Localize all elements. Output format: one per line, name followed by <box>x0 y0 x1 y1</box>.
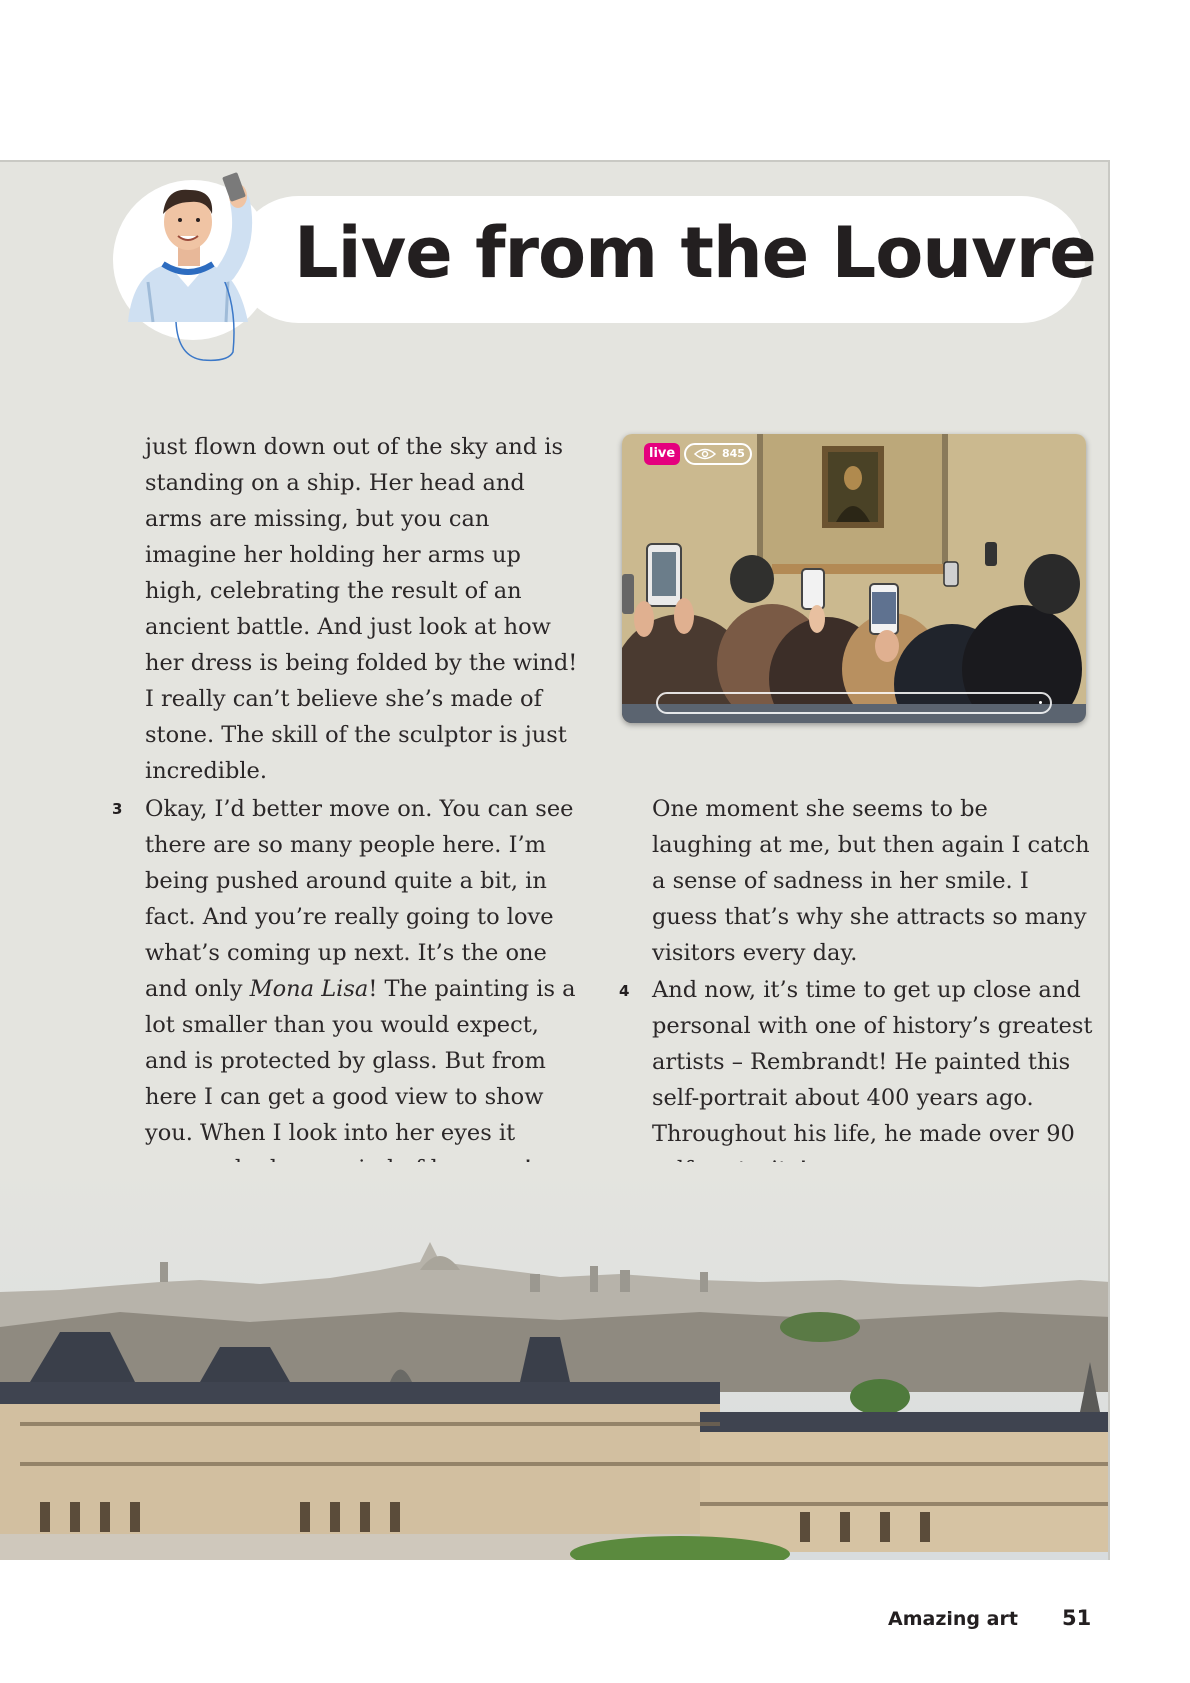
live-badge: live <box>644 443 680 465</box>
louvre-panorama-photo <box>0 1162 1110 1560</box>
presenter-photo <box>113 180 273 340</box>
mona-lisa-crowd-photo <box>622 434 1086 723</box>
footer-section-title: Amazing art <box>888 1608 1018 1630</box>
comment-bar <box>656 692 1052 714</box>
live-stream-photo <box>622 434 1086 723</box>
intro-text: just flown down out of the sky and is standing on a ship. Her head and arms are missing, but you can imagine her holding her arms up high, celebrating the result of an ancient battle. And just look at how her dress is being folded by the wind! I really can’t believe she’s made of stone. The skill of the sculptor is just incredible. <box>145 434 578 784</box>
mona-lisa-title: Mona Lisa <box>249 976 369 1002</box>
paragraph-3 <box>145 791 585 1187</box>
more-options-icon <box>1039 701 1042 704</box>
eye-icon <box>694 448 716 460</box>
paragraph-3-text-a: Okay, I’d better move on. You can see there are so many people here. I’m being pushed around quite a bit, in fact. And you’re really going to love what’s coming up next. It’s the one and only <box>145 796 574 1002</box>
paragraph-3-text <box>145 791 585 1187</box>
page-number: 51 <box>1062 1606 1092 1630</box>
paragraph-number-4: 4 <box>619 982 630 1000</box>
selfie-boy-illustration <box>108 162 278 362</box>
content-panel <box>0 160 1110 1560</box>
paragraph-3-text-b: ! The painting is a lot smaller than you would expect, and is protected by glass. But from here I can get a good view to show you. When I look into her eyes it <box>145 976 576 1146</box>
paragraph-3-continued-text: One moment she seems to be laughing at me, but then again I catch a sense of sadness in her smile. I guess that’s why she attracts so many visitors every day. <box>652 796 1090 966</box>
viewer-count-pill <box>684 443 752 465</box>
paragraph-4-text: And now, it’s time to get up close and personal with one of history’s greatest artists – Rembrandt! He painted this self-portrait about 400 years ago. Throughout his life, he made over 90 <box>652 977 1093 1147</box>
paragraph-number-3: 3 <box>112 800 123 818</box>
article-intro-continued <box>145 429 585 789</box>
page-title: Live from the Louvre <box>294 212 1096 294</box>
paragraph-4 <box>652 972 1107 1188</box>
paragraph-3-continued <box>652 791 1092 971</box>
viewer-count: 845 <box>722 447 745 460</box>
